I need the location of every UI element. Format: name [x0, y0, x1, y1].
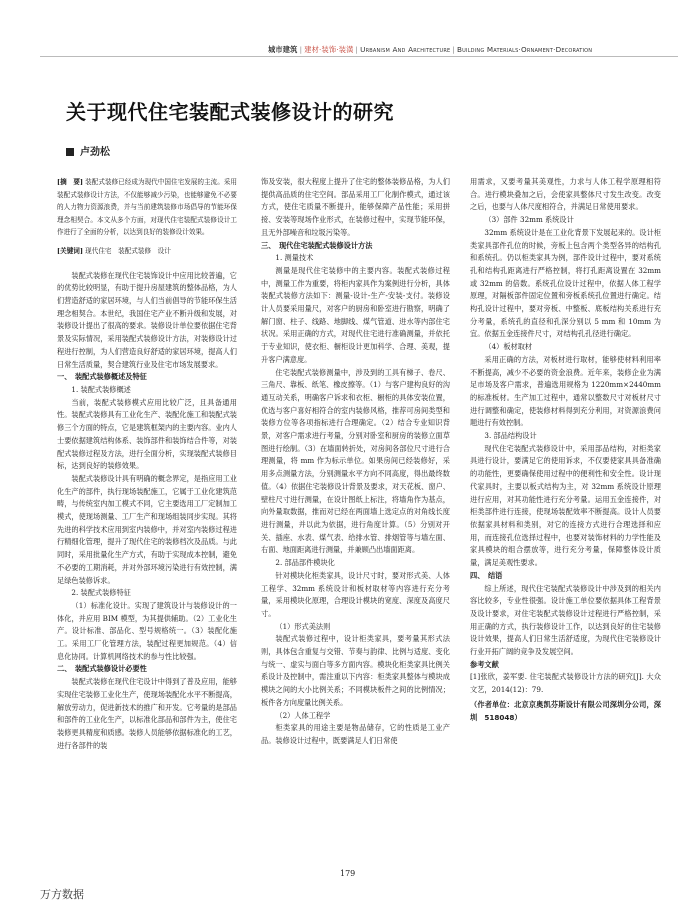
section-heading: 三、 现代住宅装配式装修设计方法 [261, 240, 373, 250]
header-journal-en: Urbanism And Architecture [360, 45, 451, 54]
section-heading: 四、 结语 [470, 570, 503, 580]
subsection-heading: 2. 部品部件模块化 [275, 558, 335, 568]
column-3 [470, 176, 661, 724]
paragraph: 装配式装修在现代住宅设计中得到了普及应用，能够实现住宅装修工业化生产，使现场装配化水平不断提高，解放劳动力，促进新技术的推广和开发。它考量的是部品和部件的工业化生产，以标准化部品和部件为主，使住宅装修更具精度和质感。装修人员能够依据标准化的工艺，进行各部件的装 [57, 677, 237, 750]
header-journal-cn: 城市建筑 [268, 45, 298, 54]
column-1 [57, 176, 237, 752]
author-line [66, 143, 110, 158]
paragraph: 柜类家具的用途主要是物品储存，它的性质是工业产品。装修设计过程中，既要满足人们日常使 [261, 723, 450, 745]
keywords-text: 现代住宅 装配式装修 设计 [85, 246, 171, 255]
subsection-heading: （3）部件 32mm 系统设计 [484, 215, 574, 225]
references-heading: 参考文献 [470, 659, 499, 669]
section-heading: 一、 装配式装修概述及特征 [57, 372, 147, 382]
header-section-cn: 建材·装饰·装潢 [304, 45, 354, 54]
paragraph: 测量是现代住宅装修中的主要内容。装配式装修过程中，测量工作为重要，将柜内家具作为案例进行分析，具体装配式装修方法如下：测量-设计-生产-安装-支付。装修设计人员要采用量尺，对客户的厨房和卧室进行勘察，明确了解门窗、柱子、线路、地脚线、煤气管道、进水等内部住宅状况。采用正确的方式，对现代住宅进行准确测量，并依托于专业知识，使衣柜、橱柜设计更加科学、合理、美观，提升客户满意度。 [261, 265, 450, 364]
paragraph: 针对模块化柜类家具，设计尺寸时，要对形式美、人体工程学、32mm 系统设计和板材取材等内容进行充分考量，采用模块化原理，合理设计模块的宽度、深度及高度尺寸。 [261, 570, 450, 618]
reference-item: [1]张欣，姜军要. 住宅装配式装修设计方法的研究[J]. 大众文艺，2014(12)：79. [470, 672, 661, 695]
abstract-label: [摘 要] [57, 178, 84, 186]
paragraph: 用需求，又要考量其美观性，力求与人体工程学原理相符合。进行模块叠加之后，会使家具整体尺寸发生改变。改变之后，也要与人体尺度相符合，并满足日常使用要求。 [470, 177, 661, 212]
subsection-heading: （4）板材取材 [484, 342, 533, 352]
paragraph: 现代住宅装配式装修设计中，采用部品结构，对柜类家具进行设计，要满足它的使用诉求，不仅要使家具具备准确的功能性，更要确保使用过程中的便利性和安全性。设计现代家具时，主要以板式结构为主，对 32mm 系统设计原理进行应用，对其功能性进行充分考量。运用五金连接件，对柜类部件进行连接，使现场装配效率不断提高。设计人员要依据家具材料和类别，对它的连接方式进行合理选择和应用，而连接孔位选择过程中，也要对装饰材料的力学性能及家具模块的组合摆放等，进行充分考量，保障整体设计质量，满足美观性要求。 [470, 443, 661, 568]
subsection-heading: 3. 部品结构设计 [484, 431, 537, 441]
header-section-en: Building Materials·Ornament·Decoration [457, 45, 593, 54]
column-2 [261, 176, 450, 748]
subsection-heading: 1. 测量技术 [275, 253, 314, 263]
paragraph: 采用正确的方法，对板材进行取材，能够使材料利用率不断提高，减少不必要的资金浪费。近年来，装修企业为满足市场及客户需求，普遍选用规格为 1220mm×2440mm 的标准板材。生产加工过程中，通常以整数尺寸对板材尺寸进行调整和确定，使装修材料得到充分利用，对资源浪费问题进行有效控制。 [470, 354, 661, 428]
author-name: 卢劲松 [80, 147, 110, 158]
article-title: 关于现代住宅装配式装修设计的研究 [66, 100, 394, 124]
paragraph: 当前，装配式装修模式应用比较广泛，且具备通用性。装配式装修具有工业化生产、装配化施工和装配式装修三个方面的特点，它是建筑框架内的主要内容。业内人士要依据建筑结构体系、装饰部件和装饰结合件等，对装配式装修过程及方法，进行全面分析，实现装配式装修目标，达到良好的装修效果。 [57, 397, 237, 471]
abstract [57, 176, 237, 239]
paragraph: 综上所述，现代住宅装配式装修设计中涉及到的相关内容比较多，专业性很强。设计施工单位要依据具体工程背景及设计要求，对住宅装配式装修设计过程进行严格控制，采用正确的方式，执行装修设计工作，以达到良好的住宅装修设计效果，提高人们日常生活舒适度，为现代住宅装修设计行业开拓广阔的竞争及发展空间。 [470, 583, 661, 657]
subsection-heading: 1. 装配式装修概述 [71, 385, 131, 394]
author-affiliation: （作者单位：北京京奥凯芬斯设计有限公司深圳分公司，深圳 518048） [470, 699, 661, 722]
subsection-heading: （1）形式美法则 [275, 621, 331, 631]
paragraph: 装配式装修过程中，设计柜类家具，要考量其形式法则，具体包含重复与交错、节奏与韵律、比例与适度、变化与统一、虚实与面白等多方面内容。模块化柜类家具比例关系设计及控制中，需注重以下内容：柜类家具整体与模块成模块之间的大小比例关系；不同模块板件之间的比例情况；板件各方向度量比例关系。 [261, 634, 450, 707]
source-footer: 万方数据 [40, 888, 84, 901]
keywords [57, 245, 237, 258]
running-header: 城市建筑 | 建材·装饰·装潢 | Urbanism And Architecture | Building Materials·Ornament·Decoration [268, 45, 593, 54]
abstract-text: 装配式装修已经成为现代中国住宅发展的主流。采用装配式装修设计方法，不仅能够减少污染，也能够避免不必要的人力物力资源浪费，并与当前建筑装修市场倡导的节能环保理念相契合。本文从多个方面，对现代住宅装配式装修设计工作进行了全面的分析，以达到良好的装修设计效果。 [57, 178, 237, 237]
paragraph: 32mm 系统设计是在工业化背景下发展起来的。设计柜类家具部件孔位的时候，旁板上包含两个类型各异的结构孔和系统孔。仍以柜类家具为例，部件设计过程中，要对系统孔和结构孔距离进行严格控制，将打孔距离设置在 32mm 或 32mm 的倍数。系统孔位设计过程中，依据人体工程学原理，对隔板部件固定位置和旁板系统孔位置进行确定。结构孔设计过程中，要对旁板、中整板、底板结构关系进行充分考量，系统孔的直径和孔深分别以 5 mm 和 10mm 为宜。依据五金连接件尺寸，对结构孔孔径进行确定。 [470, 227, 661, 339]
author-square-icon [66, 148, 74, 156]
paragraph: 装配式装修设计具有明确的概念界定，是指应用工业化生产的部件，执行现场装配施工，它属于工业化建筑范畴，与传统室内加工模式不同，它主要选用工厂定制加工模式，使现场测量、工厂生产和现场组装同步实现。其将先进的科学技术应用到室内装修中，并对室内装修过程进行精细化管理，提升了现代住宅的装修档次及品质。与此同时，采用批量化生产方式，有助于实现成本控制，避免不必要的工期消耗，并对外部环境污染进行有效控制，满足绿色装修诉求。 [57, 473, 237, 585]
paragraph: 装配式装修在现代住宅装饰设计中应用比较普遍，它的优势比较明显，有助于提升房屋建筑的整体品格，为人们营造舒适的家居环境，与人们当前倡导的节能环保生活理念相契合。本世纪，我国住宅产业不断升级和发展，对装修设计提出了很高的要求。装修设计单位要依据住宅背景及实际情况，采用装配式装修设计方法，对装修设计过程进行控制，为人们营造良好舒适的家居环境，提高人们日常生活质量，契合建筑行业及住宅市场发展要求。 [57, 270, 237, 369]
header-rule [40, 56, 678, 57]
section-heading: 二、 装配式装修设计必要性 [57, 664, 147, 674]
paragraph: 饰及安装，很大程度上提升了住宅的整体装修品格，为人们提供高品质的住宅空间。部品采用工厂化制作模式，通过该方式，使住宅质量不断提升，能够保障产品性能；采用拼接、安装等现场作业形式，在装修过程中，实现节能环保，且无外部噪音和垃圾污染等。 [261, 177, 450, 237]
subsection-heading: 2. 装配式装修特征 [71, 588, 131, 598]
page-number: 179 [340, 869, 356, 878]
keywords-label: [关键词] [57, 246, 84, 255]
paragraph: （1）标准化设计。实现了建筑设计与装修设计的一体化，并应用 BIM 模型，为其提供辅助。（2）工业化生产。设计标准、部品化、型号规格统一。（3）装配化施工。采用工厂化管理方法，装配过程更加规范。（4）信息化协同。计算机网络技术的参与性比较强。 [57, 600, 237, 661]
subsection-heading: （2）人体工程学 [275, 710, 331, 720]
paragraph: 住宅装配式装修测量中，涉及到的工具有梯子、卷尺、三角尺、靠板、纸笔、橡皮擦等。（1）与客户建构良好的沟通互动关系，明确客户诉求和衣柜、橱柜的具体安装位置，优选与客户喜好相符合的室内装修风格，推荐可房间类型和装修方位等各项指标进行合理确定。（2）结合专业知识背景，对客户需求进行考量，分别对卧室和厨房的装修立面草图进行绘制。（3）在墙面转折处，对房间各部位尺寸进行合理测量，将 mm 作为标示单位。如果房间已经装修好，采用多点测量方法，分别测量水平方向不同高度，得出最终数值。（4）依据住宅装修设计背景及要求，对天花板、窗户、壁柱尺寸进行测量，在设计图纸上标注，将墙角作为基点，向外量取数据，推而对已经在两面墙上选定点的对角线长度进行测量，并以此为依据，进行角度计算。（5）分别对开关、插座、水表、煤气表、给排水管、排烟管等与墙左面、右面、地面距离进行测量，并兼顾凸出墙面距离。 [261, 367, 450, 555]
